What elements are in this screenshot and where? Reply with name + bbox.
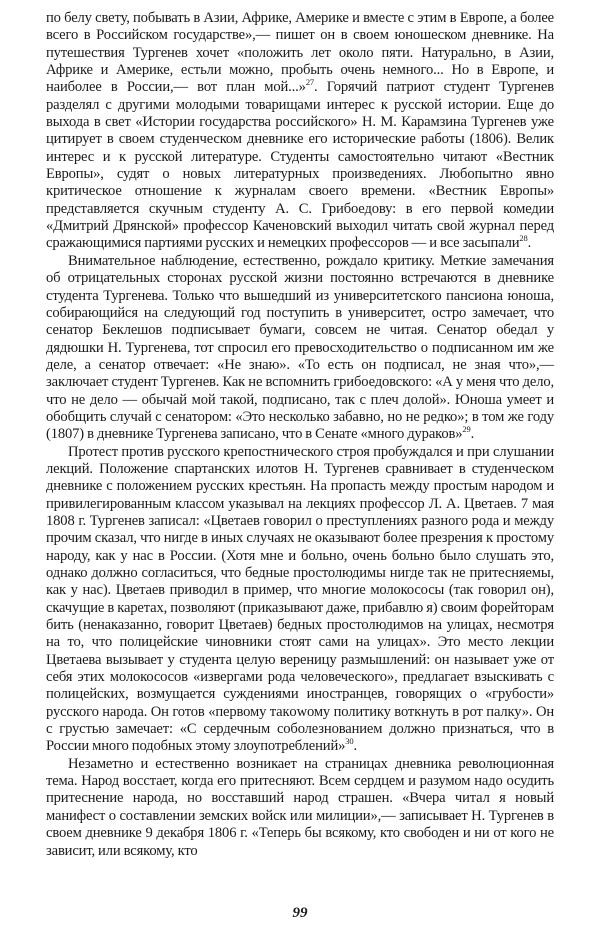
- footnote-ref-29: 29: [462, 424, 471, 435]
- paragraph-1-end: .: [527, 235, 532, 252]
- paragraph-3-text: Протест против русского крепостнического строя пробуждался и при слушании лекций. Положение спартанских илотов Н. Тургенев сравнивает в студенческом дневнике с положением русских крестьян. На пропасть между простым народом и привилегированным классом указывал на лекциях профессор Л. А. Цветаев. 7 мая 1808 г. Тургенев записал: «Цветаев говорил о преступлениях разного рода и между прочим сказал, что нигде в иных случаях не оказывают более презрения к простому народу, как у нас в России. (Хотя мне и больно, очень больно было слушать это, однако должно согласиться, что бедные простолюдимы нигде так не притесняемы, как у нас). Цветаев приводил в пример, что многие молокососы (так говорил он), скачущие в каретах, позволяют (приказывают даже, прибавлю я) своим форейторам бить (ненаказанно, говорит Цветаев) бедных простолюдимов на улицах, несмотря на то, что полицейские чиновники стоят сами на улицах». Это место лекции Цветаева вызывает у студента целую вереницу размышлений: он называет уже от себя этих молокососов «извергами рода человеческого», предлагает взыскивать с полицейских, возмущается суждениями иностранцев, говорящих о «грубости» русского народа. Он готов «первому такowому политику воткнуть в рот палку». Он с грустью замечает: «С сердечным соболезнованием должно признаться, что в России много подобных этому злоупотреблений»: [46, 443, 554, 755]
- paragraph-4-text: Незаметно и естественно возникает на страницах дневника революционная тема. Народ восстает, когда его притесняют. Всем сердцем и разумом надо осудить притеснение народа, но восставший народ страшен. «Вчера читал я новый манифест о составлении земских войск или милиции»,— записывает Н. Тургенев в своем дневнике 9 декабря 1806 г. «Теперь бы всякому, кто свободен и ни от кого не зависит, или всякому, кто: [46, 755, 554, 859]
- paragraph-1: [46, 10, 554, 253]
- footnote-ref-27: 27: [305, 77, 315, 88]
- paragraph-2-tail: .: [470, 426, 475, 443]
- book-page: [46, 10, 554, 910]
- footnote-ref-30: 30: [345, 736, 354, 747]
- paragraph-4: [46, 756, 554, 860]
- paragraph-2-text: Внимательное наблюдение, естественно, рождало критику. Меткие замечания об отрицательных сторонах русской жизни постоянно встречаются в дневнике студента Тургенева. Только что вышедший из университетского пансиона юноша, собирающийся на следующий год поступить в университет, остро замечает, что сенатор Беклешов подписывает бумаги, совсем не читая. Сенатор обедал у дядюшки Н. Тургенева, тот спросил его превосходительство о подписанном им же деле, а сенатор отвечает: «Не знаю». «То есть он подписал, не зная что»,— заключает студент Тургенев. Как не вспомнить грибоедовского: «А у меня что дело, что не дело — обычай мой такой, подписано, так с плеч долой». Юноша умеет и обобщить случай с сенатором: «Это несколько забавно, но не редко»; в том же году (1807) в дневнике Тургенева записано, что в Сенате «много дураков»: [46, 252, 554, 443]
- paragraph-3: [46, 444, 554, 756]
- paragraph-1-tail: . Горячий патриот студент Тургенев разделял с другими молодыми товарищами интерес к русской истории. Еще до выхода в свет «Истории государства российского» Н. М. Карамзина Тургенев уже цитирует в своем студенческом дневнике его исторические работы (1806). Велик интерес и к русской литературе. Студенты самостоятельно читают «Вестник Европы», судят о новых литературных произведениях. Любопытно явно критическое отношение к журналам своего времени. «Вестник Европы» представляется скучным студенту А. С. Грибоедову: в его первой комедии «Дмитрий Дрянской» профессор Каченовский выходил читать свой журнал перед сражающимися партиями русских и немецких профессоров — и все засыпали: [46, 79, 554, 252]
- paragraph-1-text: по белу свету, побывать в Азии, Африке, Америке и вместе с этим в Европе, а более всего в Российском государстве»,— пишет он в своем юношеском дневнике. На путешествия Тургенев хочет «положить лет около пяти. Натурально, в Азии, Африке и Америке, естьли можно, пробыть очень немного... Но в Европе, и наиболее в России,— вот план мой...»: [46, 10, 554, 96]
- paragraph-2: [46, 253, 554, 444]
- page-number: 99: [292, 905, 308, 921]
- paragraph-3-tail: .: [353, 738, 357, 755]
- footnote-ref-28: 28: [519, 233, 528, 244]
